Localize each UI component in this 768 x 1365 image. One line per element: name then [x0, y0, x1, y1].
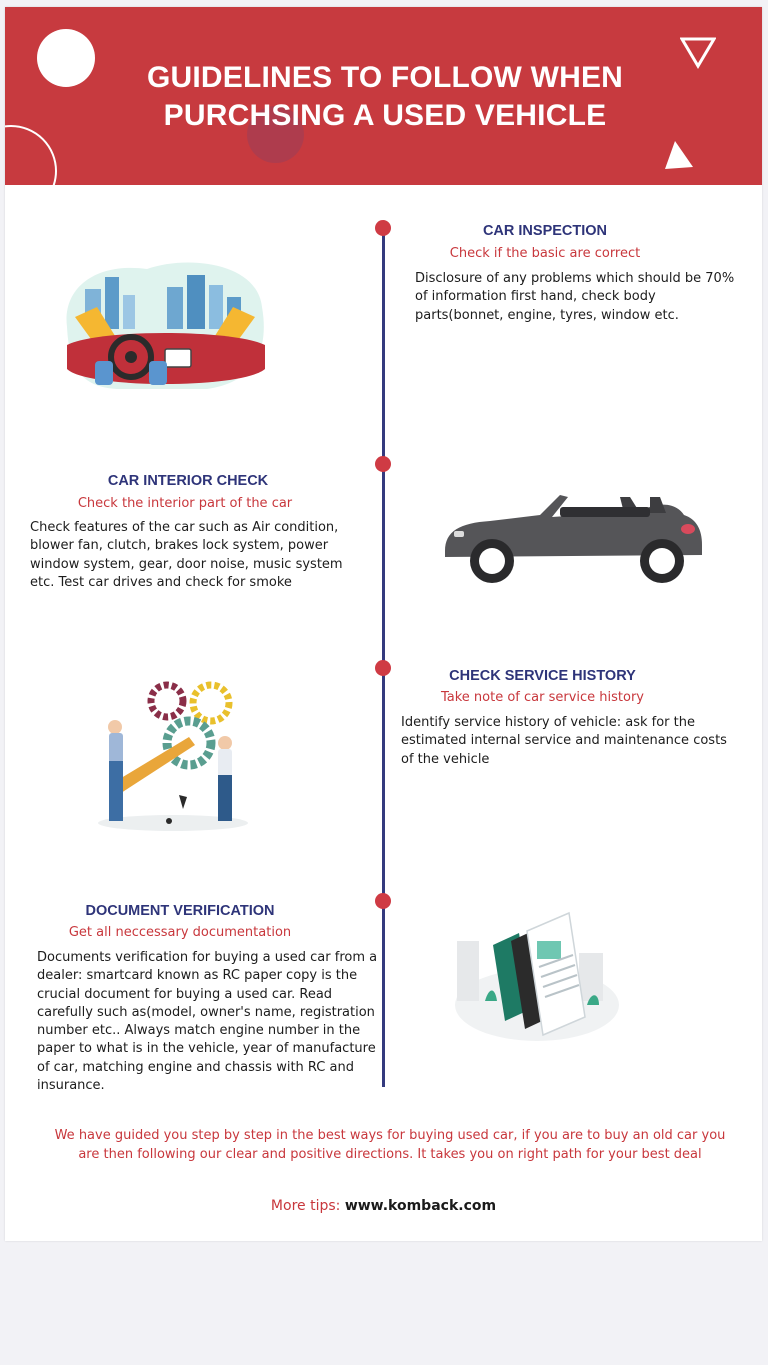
triangle-filled-icon: [663, 139, 695, 171]
timeline-line: [382, 229, 385, 1087]
mechanics-gears-illustration-icon: [93, 675, 253, 835]
page-title: [65, 59, 705, 135]
section-title-car-inspection: CAR INSPECTION: [482, 223, 608, 239]
section-title-car-interior-check: CAR INTERIOR CHECK: [107, 473, 269, 489]
more-tips: [5, 1198, 762, 1214]
section-subtitle-check-service-history: Take note of car service history: [440, 690, 645, 705]
section-body-car-inspection: Disclosure of any problems which should be 70% of information first hand, check body parts(bonnet, engine, tyres, window etc.: [415, 271, 735, 323]
footer-note: We have guided you step by step in the best ways for buying used car, if you are to buy an old car you are then following our clear and positive directions. It takes you on right path for your best deal: [54, 1128, 726, 1162]
more-tips-link[interactable]: www.komback.com: [344, 1198, 497, 1214]
section-body-document-verification: Documents verification for buying a used car from a dealer: smartcard known as RC paper copy is the crucial document for buying a used car. Read carefully such as(model, owner's name, registration number etc.. Always match engine number in the paper to what is in the vehicle, year of manufacture of car, matching engine and chassis with RC and insurance.: [37, 950, 378, 1094]
section-subtitle-document-verification: Get all neccessary documentation: [68, 925, 292, 940]
section-subtitle-car-interior-check: Check the interior part of the car: [77, 496, 293, 511]
more-tips-label: More tips:: [270, 1198, 341, 1214]
timeline-dot: [375, 456, 391, 472]
title-line-2: PURCHSING A USED VEHICLE: [163, 99, 607, 132]
timeline-dot: [375, 660, 391, 676]
city-dashboard-illustration-icon: [57, 257, 272, 397]
documents-illustration-icon: [449, 905, 624, 1045]
title-line-1: GUIDELINES TO FOLLOW WHEN: [146, 61, 624, 94]
section-title-document-verification: DOCUMENT VERIFICATION: [85, 903, 275, 919]
section-body-car-interior-check: Check features of the car such as Air condition, blower fan, clutch, brakes lock system, power window system, gear, door noise, music system etc. Test car drives and check for smoke: [30, 520, 343, 590]
convertible-car-illustration-icon: [440, 485, 705, 585]
section-body-check-service-history: Identify service history of vehicle: ask for the estimated internal service and maintenance costs of the vehicle: [401, 715, 727, 767]
timeline-dot: [375, 893, 391, 909]
infographic-card: [5, 7, 762, 1241]
decor-ring-icon: [5, 125, 57, 185]
section-title-check-service-history: CHECK SERVICE HISTORY: [449, 668, 636, 684]
timeline-dot: [375, 220, 391, 236]
section-subtitle-car-inspection: Check if the basic are correct: [449, 246, 641, 261]
header-banner: [5, 7, 762, 185]
